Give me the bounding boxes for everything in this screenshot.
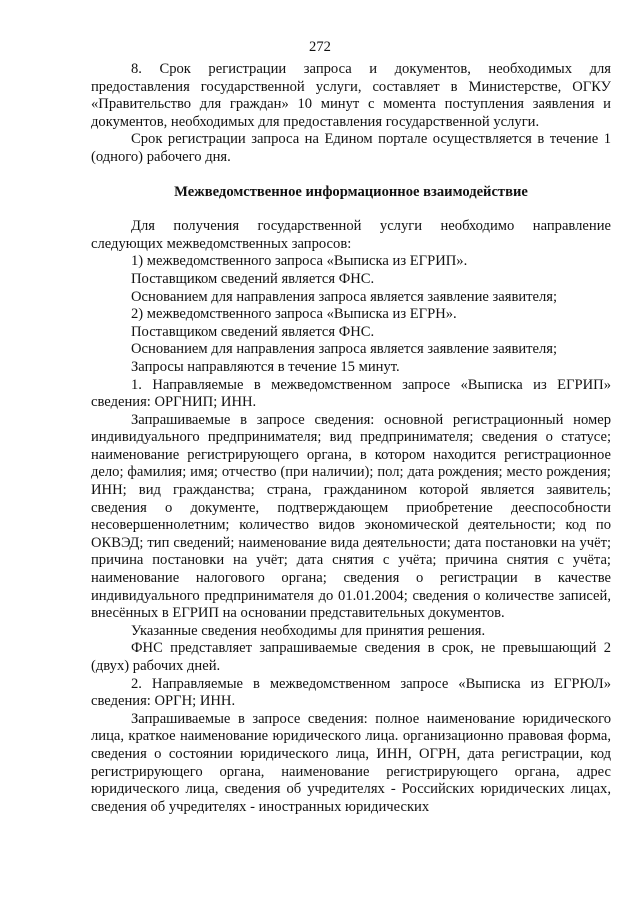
paragraph-decision-note: Указанные сведения необходимы для принятия решения.	[131, 622, 486, 639]
paragraph-egrip-requested-data: Запрашиваемые в запросе сведения: основной регистрационный номер индивидуального предпринимателя; вид предпринимателя; сведения о статусе; наименование регистрирующего органа, в котором находится регистрационное дело; фамилия; имя; отчество (при наличии); пол; дата рождения; место рождения; ИНН; вид гражданства; страна, гражданином которой является заявитель; сведения о документе, подтверждающем приобретение дееспособности несовершеннолетним; количество видов экономической деятельности; код по ОКВЭД; тип сведений; наименование вида деятельности; дата постановки на учёт; причина постановки на учёт; дата снятия с учёта; причина снятия с учёта; наименование налогового органа; сведения о регистрации в качестве индивидуального предпринимателя до 01.01.2004; сведения о количестве записей, внесённых в ЕГРИП на основании представительных документов.	[91, 411, 611, 622]
paragraph-request-timing: Запросы направляются в течение 15 минут.	[131, 358, 400, 375]
paragraph-egrul-fields: 2. Направляемые в межведомственном запросе «Выписка из ЕГРЮЛ» сведения: ОРГН; ИНН.	[91, 675, 611, 710]
paragraph-egrul-requested-data: Запрашиваемые в запросе сведения: полное наименование юридического лица, краткое наименование юридического лица. организационно правовая форма, сведения о состоянии юридического лица, ИНН, ОГРН, дата регистрации, код регистрирующего органа, наименование регистрирующего органа, адрес юридического лица, сведения об учредителях - Российских юридических лицах, сведения об учредителях - иностранных юридических	[91, 710, 611, 815]
paragraph-basis-2: Основанием для направления запроса является заявление заявителя;	[131, 341, 558, 358]
paragraph-registration-term: 8. Срок регистрации запроса и документов, необходимых для предоставления государственной услуги, составляет в Министерстве, ОГКУ «Правительство для граждан» 10 минут с момента поступления заявления и документов, необходимых для предоставления государственной услуги.	[91, 61, 611, 130]
paragraph-fns-deadline: ФНС представляет запрашиваемые сведения в срок, не превышающий 2 (двух) рабочих дней.	[91, 640, 611, 674]
paragraph-requests-intro: Для получения государственной услуги необходимо направление следующих межведомственных запросов:	[91, 218, 611, 252]
paragraph-egrip-fields: 1. Направляемые в межведомственном запросе «Выписка из ЕГРИП» сведения: ОРГНИП; ИНН.	[91, 376, 611, 411]
paragraph-supplier-1: Поставщиком сведений является ФНС.	[131, 270, 375, 287]
document-body	[91, 61, 611, 816]
section-heading: Межведомственное информационное взаимодействие	[174, 183, 528, 200]
paragraph-request-egrip: 1) межведомственного запроса «Выписка из ЕГРИП».	[131, 253, 468, 270]
paragraph-request-egrn: 2) межведомственного запроса «Выписка из ЕГРН».	[131, 306, 457, 323]
paragraph-supplier-2: Поставщиком сведений является ФНС.	[131, 323, 375, 340]
paragraph-basis-1: Основанием для направления запроса является заявление заявителя;	[131, 288, 558, 305]
page-number: 272	[309, 39, 331, 55]
paragraph-portal-registration: Срок регистрации запроса на Едином портале осуществляется в течение 1 (одного) рабочего дня.	[91, 131, 611, 165]
